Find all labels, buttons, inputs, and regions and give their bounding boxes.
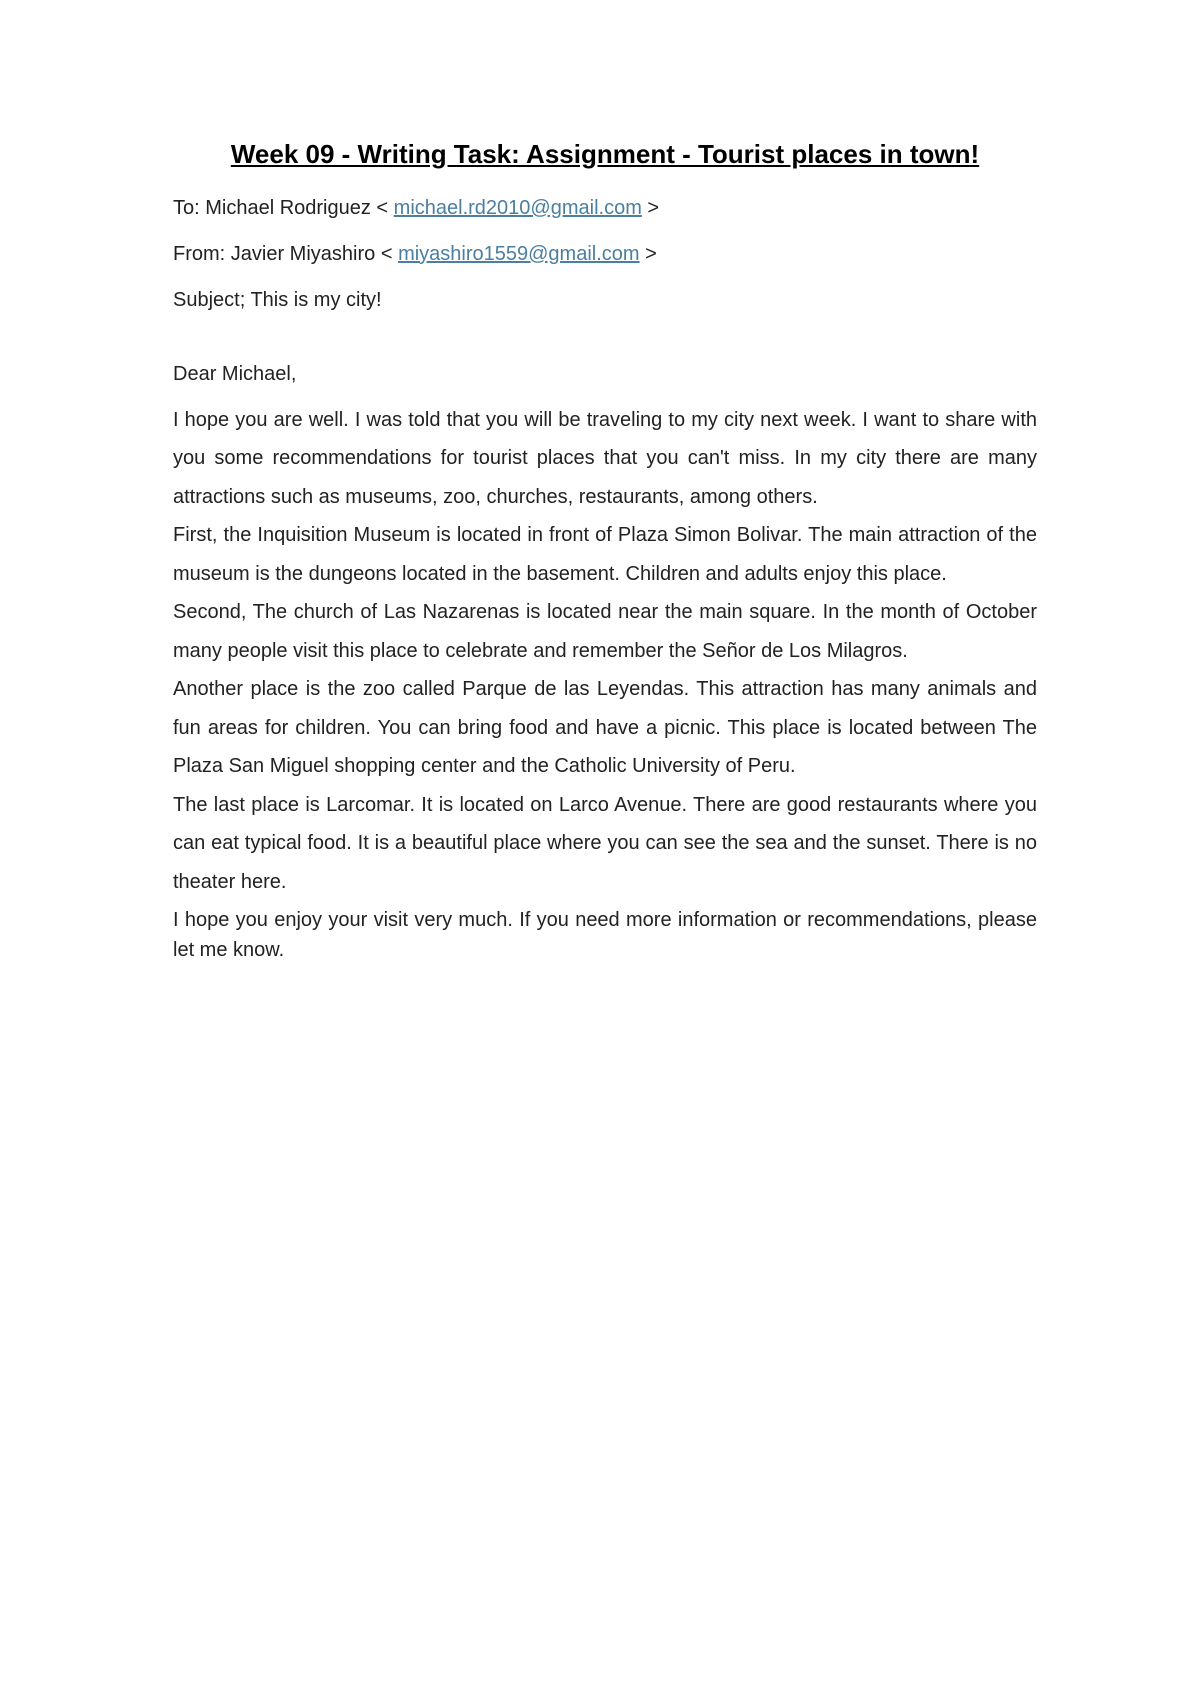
document-page [173,140,1037,965]
paragraph-zoo: Another place is the zoo called Parque de las Leyendas. This attraction has many animals and fun areas for children. You can bring food and have a picnic. This place is located between The Plaza San Miguel shopping center and the Catholic University of Peru. [173,678,1037,778]
to-line [173,196,1037,220]
paragraph-church: Second, The church of Las Nazarenas is located near the main square. In the month of October many people visit this place to celebrate and remember the Señor de Los Milagros. [173,601,1037,662]
document-title: Week 09 - Writing Task: Assignment - Tourist places in town! [230,139,980,169]
to-suffix: > [641,196,660,219]
from-line [173,242,1037,266]
to-email-link[interactable]: michael.rd2010@gmail.com [393,196,642,219]
from-email-link[interactable]: miyashiro1559@gmail.com [398,242,640,265]
subject-line: Subject; This is my city! [173,288,382,311]
from-suffix: > [639,242,657,265]
paragraph-intro: I hope you are well. I was told that you will be traveling to my city next week. I want to share with you some recommendations for tourist places that you can't miss. In my city there are many attractions such as museums, zoo, churches, restaurants, among others. [173,408,1037,508]
to-prefix: To: Michael Rodriguez < [173,196,394,219]
from-prefix: From: Javier Miyashiro < [173,242,399,265]
paragraph-museum: First, the Inquisition Museum is located in front of Plaza Simon Bolivar. The main attraction of the museum is the dungeons located in the basement. Children and adults enjoy this place. [173,524,1037,585]
paragraph-closing: I hope you enjoy your visit very much. If you need more information or recommendations, please let me know. [173,909,1037,962]
salutation: Dear Michael, [173,362,297,385]
paragraph-larcomar: The last place is Larcomar. It is located on Larco Avenue. There are good restaurants where you can eat typical food. It is a beautiful place where you can see the sea and the sunset. There is no theater here. [173,793,1037,893]
